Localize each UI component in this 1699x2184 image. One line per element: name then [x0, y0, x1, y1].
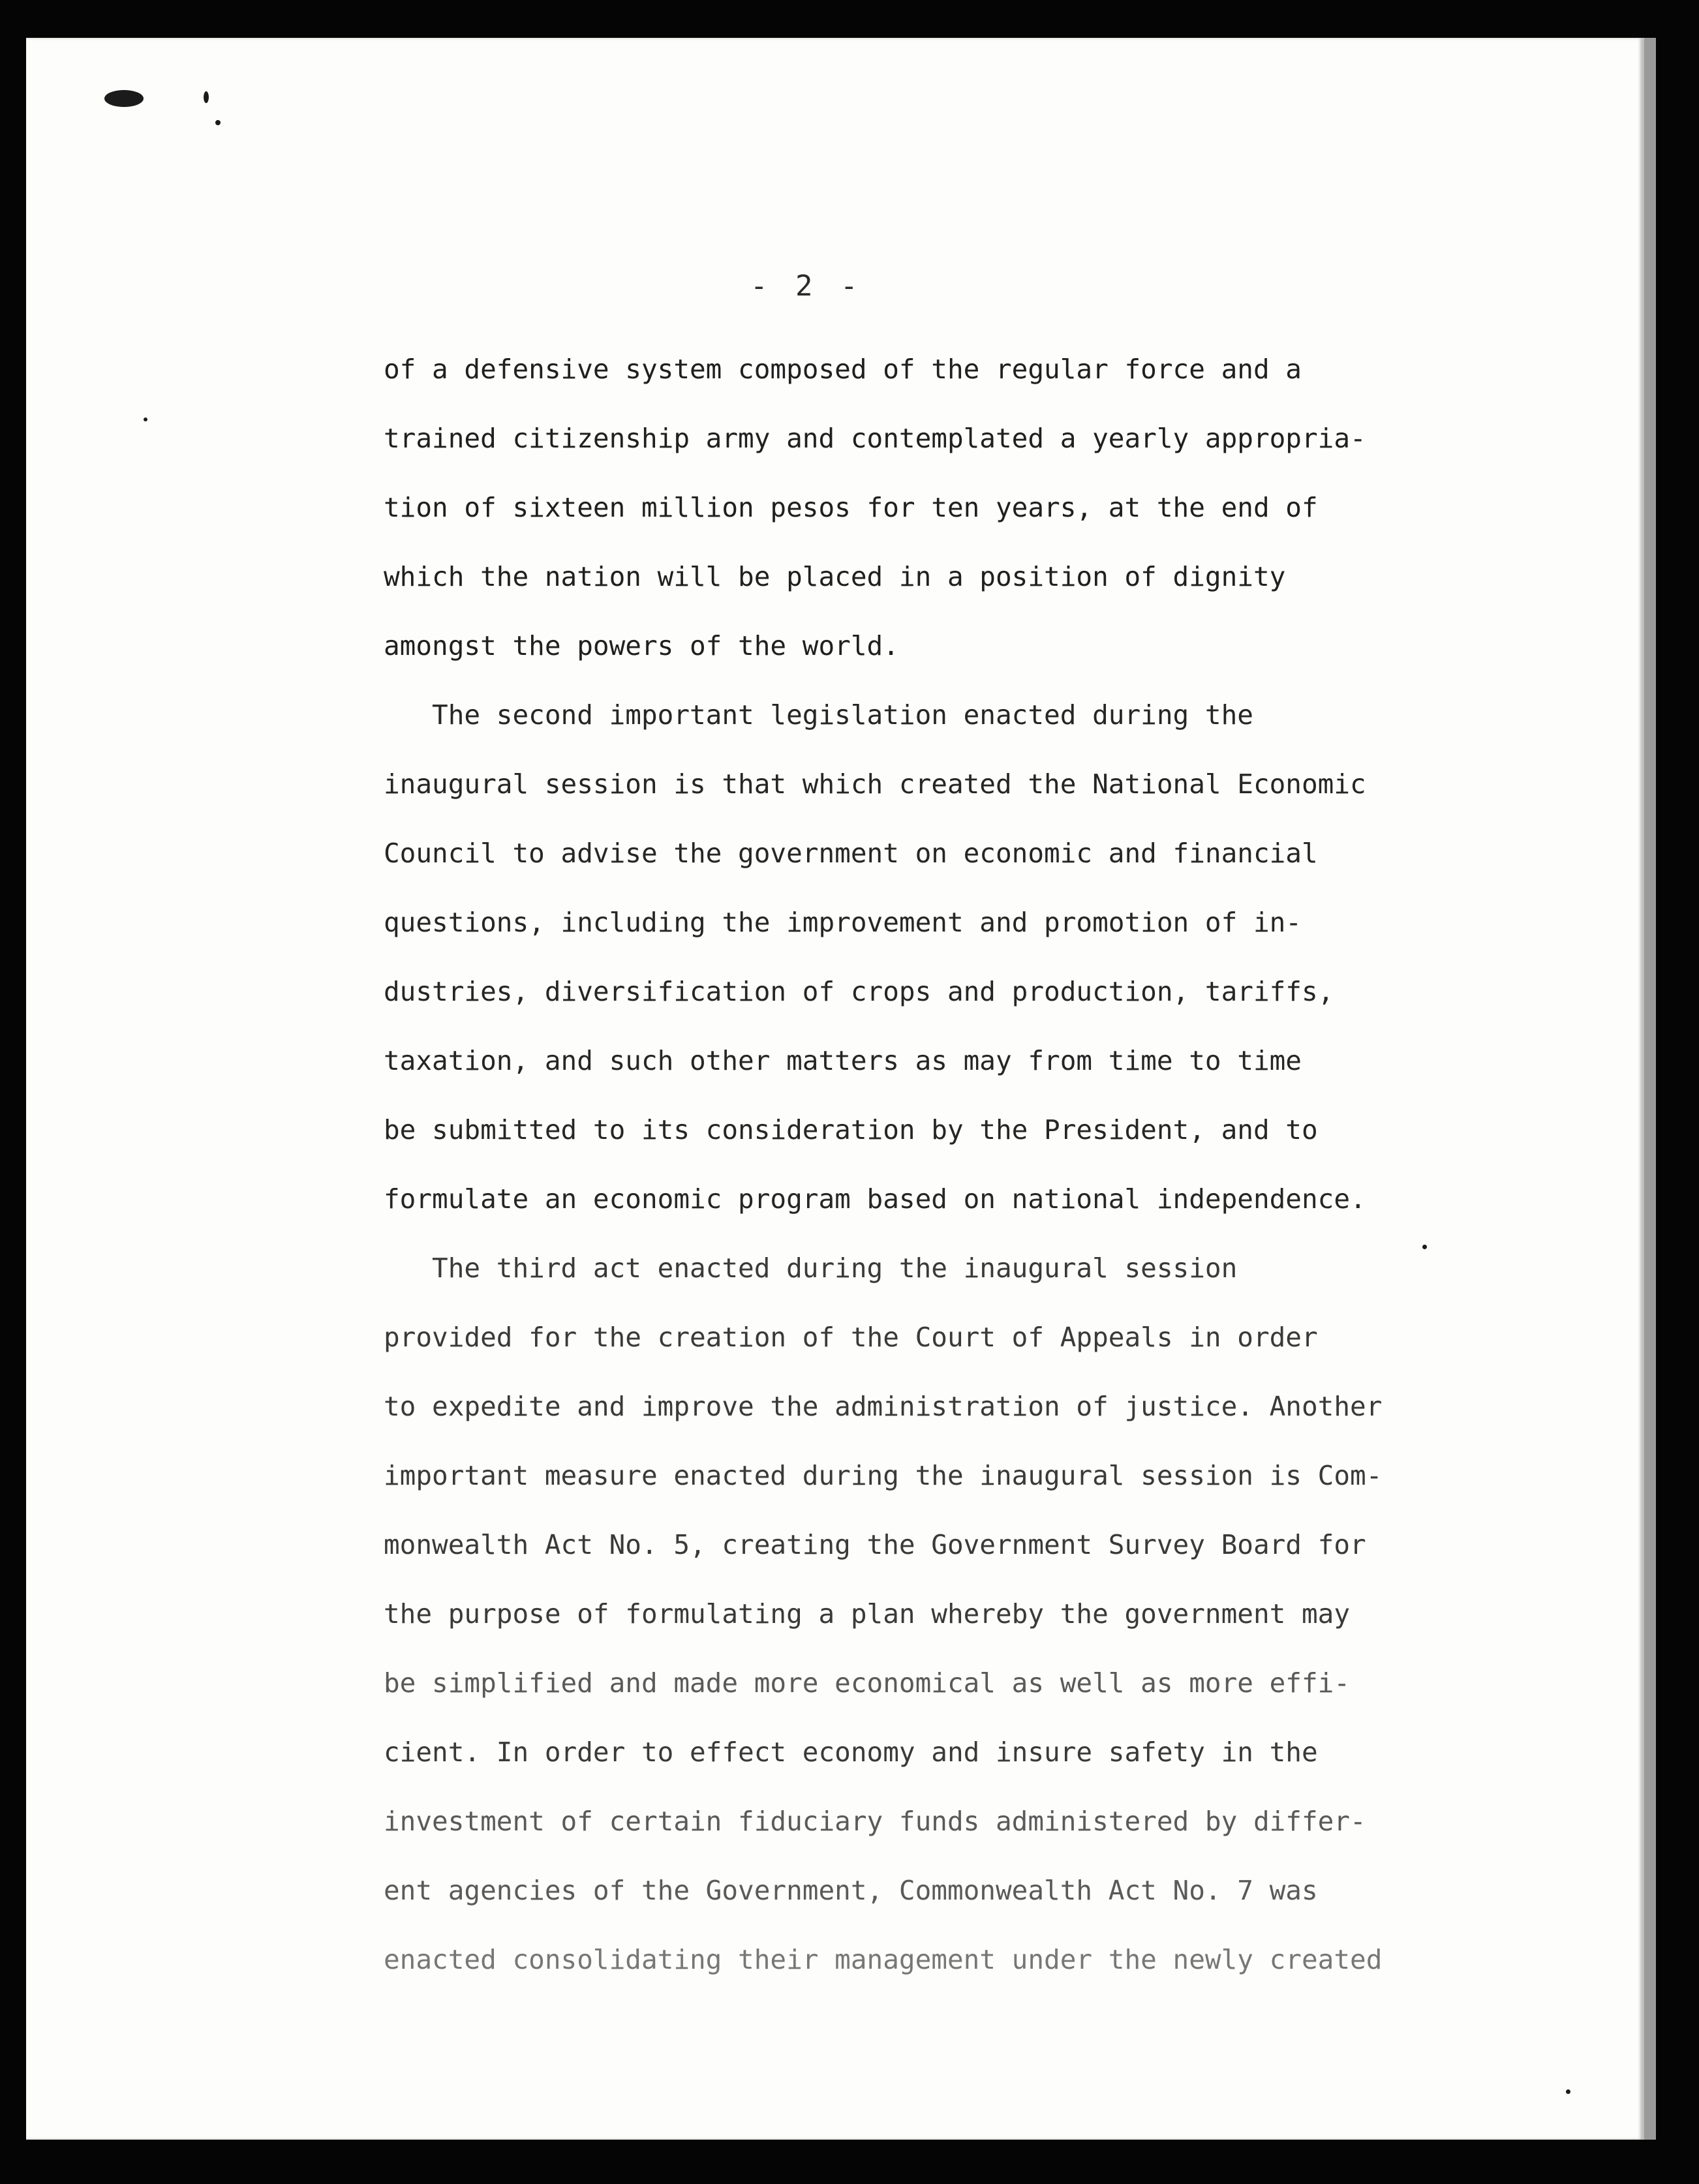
paper-sheet	[26, 38, 1656, 2140]
text-line: provided for the creation of the Court of Appeals in order	[384, 1322, 1318, 1353]
text-line: ent agencies of the Government, Commonwealth Act No. 7 was	[384, 1875, 1318, 1906]
paragraph-defense	[384, 335, 1454, 680]
paragraph-court-of-appeals	[384, 1234, 1454, 1994]
text-line: of a defensive system composed of the regular force and a	[384, 354, 1302, 385]
text-line: the purpose of formulating a plan whereby the government may	[384, 1598, 1351, 1630]
paragraph-economic-council	[384, 680, 1454, 1234]
text-line: be simplified and made more economical as well as more effi-	[384, 1667, 1351, 1699]
text-line: formulate an economic program based on national independence.	[384, 1183, 1366, 1215]
text-line: cient. In order to effect economy and insure safety in the	[384, 1737, 1318, 1768]
ink-smudge	[104, 90, 144, 107]
text-line: dustries, diversification of crops and production, tariffs,	[384, 976, 1334, 1007]
text-line: The third act enacted during the inaugural session	[384, 1252, 1238, 1284]
text-line: important measure enacted during the inaugural session is Com-	[384, 1460, 1383, 1491]
text-line: questions, including the improvement and promotion of in-	[384, 907, 1302, 938]
text-line: inaugural session is that which created the National Economic	[384, 768, 1366, 800]
text-line: taxation, and such other matters as may from time to time	[384, 1045, 1302, 1076]
text-line: The second important legislation enacted during the	[384, 699, 1253, 731]
ink-dot	[1566, 2089, 1570, 2094]
text-line: Council to advise the government on economic and financial	[384, 838, 1318, 869]
text-line: monwealth Act No. 5, creating the Government Survey Board for	[384, 1529, 1366, 1560]
ink-dot	[204, 91, 209, 103]
document-body	[384, 335, 1454, 1994]
page-number: - 2 -	[750, 269, 863, 303]
text-line: be submitted to its consideration by the President, and to	[384, 1114, 1318, 1145]
text-line: amongst the powers of the world.	[384, 630, 899, 661]
text-line: which the nation will be placed in a position of dignity	[384, 561, 1286, 592]
text-line: to expedite and improve the administration of justice. Another	[384, 1391, 1383, 1422]
text-line: enacted consolidating their management under the newly created	[384, 1944, 1383, 1975]
ink-dot	[215, 120, 221, 125]
text-line: trained citizenship army and contemplated a yearly appropria-	[384, 423, 1366, 454]
text-line: investment of certain fiduciary funds administered by differ-	[384, 1806, 1366, 1837]
ink-dot	[144, 417, 147, 421]
text-line: tion of sixteen million pesos for ten years, at the end of	[384, 492, 1318, 523]
